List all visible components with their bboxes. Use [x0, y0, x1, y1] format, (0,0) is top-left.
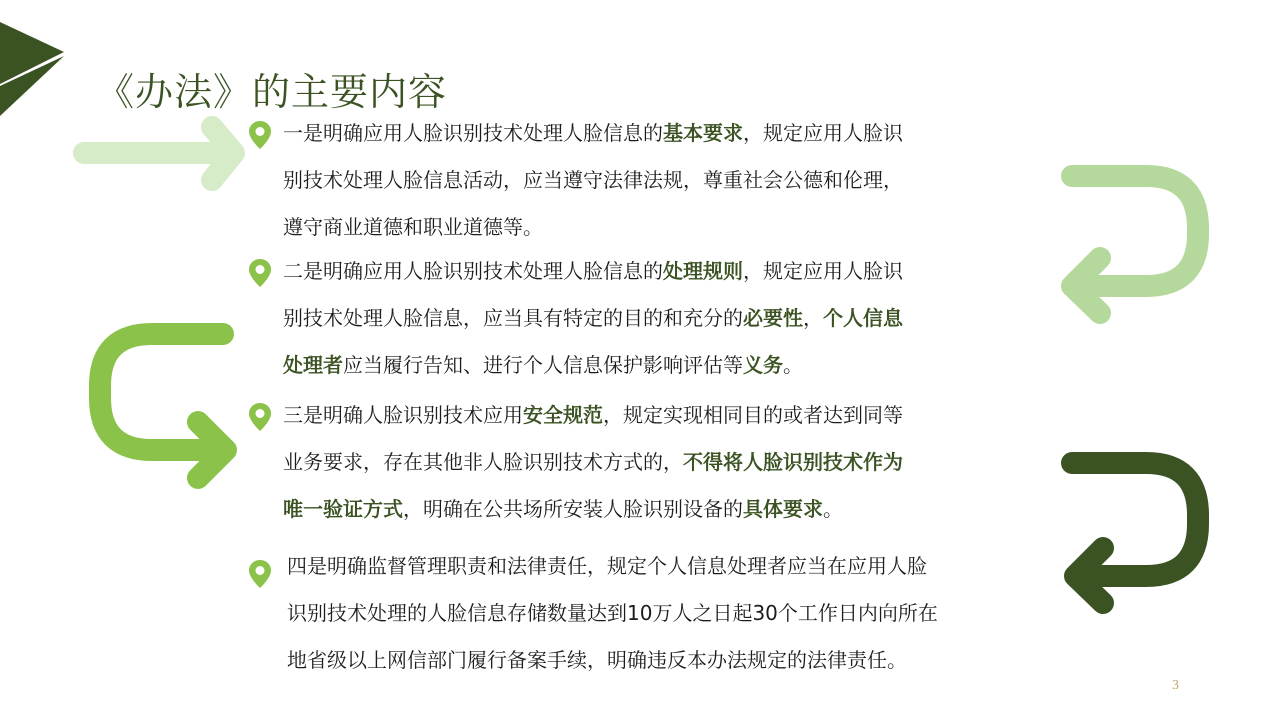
pale-right-arrow-icon: [84, 127, 234, 180]
text-line: [283, 215, 543, 239]
location-pin-icon: [247, 559, 273, 589]
body-text: ，明确在公共场所安装人脸识别设备的: [403, 497, 743, 521]
body-text: 业务要求，存在其他非人脸识别技术方式的，: [283, 450, 683, 474]
body-text: 别技术处理人脸信息，应当具有特定的目的和充分的: [283, 306, 743, 330]
body-text: 应当履行告知、进行个人信息保护影响评估等: [343, 353, 743, 377]
dark-u-turn-arrow-icon: [1072, 463, 1198, 603]
body-text: 。: [783, 353, 803, 377]
emphasis-text: 具体要求: [743, 497, 823, 521]
text-line: [283, 168, 903, 192]
emphasis-text: 必要性: [743, 306, 803, 330]
emphasis-text: 安全规范: [523, 403, 603, 427]
emphasis-text: 基本要求: [663, 121, 743, 145]
page-number: 3: [1172, 678, 1179, 693]
text-line: [283, 259, 903, 283]
body-text: 一是明确应用人脸识别技术处理人脸信息的: [283, 121, 663, 145]
body-text: 别技术处理人脸信息活动，应当遵守法律法规，尊重社会公德和伦理，: [283, 168, 903, 192]
text-line: [283, 403, 903, 427]
emphasis-text: 个人信息: [823, 306, 903, 330]
text-line: [283, 306, 903, 330]
content-item-4: [287, 543, 938, 684]
text-line: [287, 648, 907, 672]
body-text: ，规定实现相同目的或者达到同等: [603, 403, 903, 427]
content-item-3: [283, 392, 903, 533]
body-text: ，: [803, 306, 823, 330]
body-text: 遵守商业道德和职业道德等。: [283, 215, 543, 239]
emphasis-text: 不得将人脸识别技术作为: [683, 450, 903, 474]
emphasis-text: 处理规则: [663, 259, 743, 283]
location-pin-icon: [247, 258, 273, 288]
body-text: 三是明确人脸识别技术应用: [283, 403, 523, 427]
emphasis-text: 唯一验证方式: [283, 497, 403, 521]
text-line: [287, 554, 927, 578]
body-text: 二是明确应用人脸识别技术处理人脸信息的: [283, 259, 663, 283]
text-line: [283, 450, 903, 474]
emphasis-text: 义务: [743, 353, 783, 377]
text-line: [283, 121, 903, 145]
location-pin-icon: [247, 120, 273, 150]
body-text: 。: [823, 497, 843, 521]
text-line: [287, 601, 938, 625]
body-text: ，规定应用人脸识: [743, 259, 903, 283]
text-line: [283, 353, 803, 377]
page-title: 《办法》的主要内容: [96, 70, 448, 115]
content-item-1: [283, 110, 903, 251]
location-pin-icon: [247, 402, 273, 432]
emphasis-text: 处理者: [283, 353, 343, 377]
body-text: ，规定应用人脸识: [743, 121, 903, 145]
mid-u-turn-arrow-icon: [100, 334, 226, 478]
body-text: 四是明确监督管理职责和法律责任，规定个人信息处理者应当在应用人脸: [287, 554, 927, 578]
text-line: [283, 497, 843, 521]
body-text: 识别技术处理的人脸信息存储数量达到10万人之日起30个工作日内向所在: [287, 601, 938, 625]
body-text: 地省级以上网信部门履行备案手续，明确违反本办法规定的法律责任。: [287, 648, 907, 672]
content-item-2: [283, 248, 903, 389]
light-u-turn-arrow-icon: [1072, 176, 1198, 313]
